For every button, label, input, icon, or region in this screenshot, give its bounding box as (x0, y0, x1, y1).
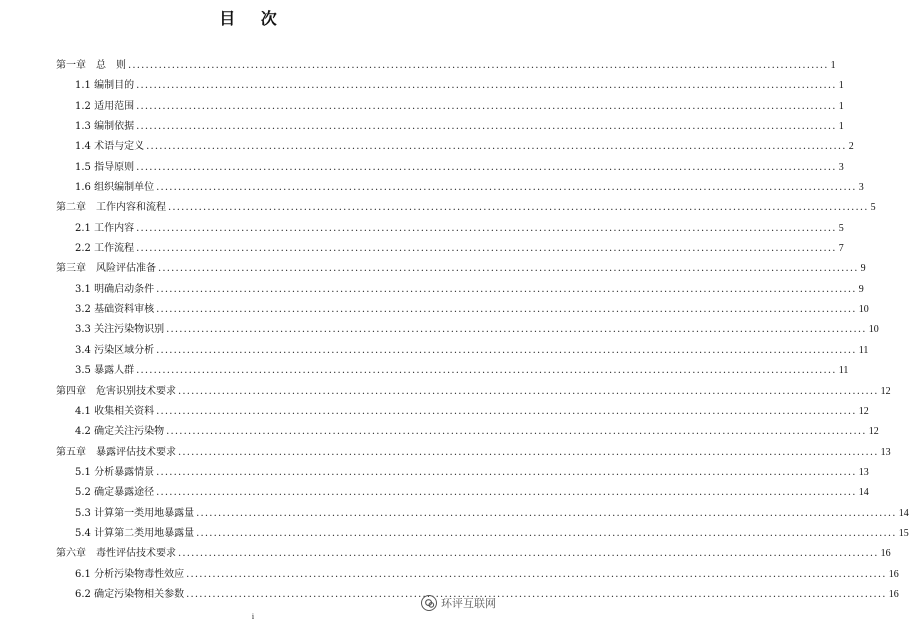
toc-section-entry[interactable] (56, 158, 844, 178)
toc-entry-page: 7 (838, 243, 844, 255)
toc-entry-page: 5 (838, 222, 844, 234)
toc-entry-label: 3.5 暴露人群 (75, 365, 135, 377)
toc-entry-page: 3 (838, 161, 844, 173)
toc-dot-leader: ................................................................................................................................................................ (136, 100, 837, 112)
toc-section-entry[interactable] (56, 524, 909, 544)
toc-entry-label: 4.2 确定关注污染物 (75, 426, 165, 438)
toc-dot-leader: ................................................................................................................................................................ (136, 80, 837, 92)
toc-dot-leader: ................................................................................................................................................................ (136, 161, 837, 173)
toc-entry-label: 第二章 工作内容和流程 (56, 202, 166, 214)
toc-chapter-entry[interactable] (56, 382, 891, 402)
toc-entry-label: 第六章 毒性评估技术要求 (56, 548, 176, 560)
toc-section-entry[interactable] (56, 504, 909, 524)
toc-entry-page: 10 (858, 304, 869, 316)
toc-entry-label: 1.2 适用范围 (75, 100, 135, 112)
toc-section-entry[interactable] (56, 320, 879, 340)
toc-entry-page: 9 (860, 263, 866, 275)
toc-dot-leader: ................................................................................................................................................................ (156, 466, 857, 478)
toc-entry-page: 5 (870, 202, 876, 214)
toc-entry-page: 12 (868, 426, 879, 438)
toc-entry-page: 9 (858, 283, 864, 295)
toc-entry-label: 1.1 编制目的 (75, 80, 135, 92)
toc-entry-label: 1.3 编制依据 (75, 121, 135, 133)
toc-section-entry[interactable] (56, 565, 899, 585)
toc-section-entry[interactable] (56, 137, 854, 157)
toc-entry-page: 10 (868, 324, 879, 336)
toc-entry-label: 2.1 工作内容 (75, 222, 135, 234)
toc-section-entry[interactable] (56, 483, 869, 503)
toc-entry-page: 1 (830, 60, 836, 71)
toc-dot-leader: ................................................................................................................................................................ (156, 304, 857, 316)
toc-dot-leader: ................................................................................................................................................................ (168, 202, 869, 214)
toc-dot-leader: ................................................................................................................................................................ (136, 121, 837, 133)
toc-entry-page: 11 (858, 344, 869, 356)
toc-dot-leader: ................................................................................................................................................................ (178, 548, 879, 560)
toc-entry-label: 3.1 明确启动条件 (75, 283, 155, 295)
toc-dot-leader: ................................................................................................................................................................ (156, 344, 857, 356)
toc-entry-page: 12 (858, 405, 869, 417)
toc-section-entry[interactable] (56, 239, 844, 259)
toc-section-entry[interactable] (56, 402, 869, 422)
toc-entry-label: 2.2 工作流程 (75, 243, 135, 255)
toc-entry-page: 1 (838, 80, 844, 92)
toc-dot-leader: ................................................................................................................................................................ (166, 426, 867, 438)
toc-section-entry[interactable] (56, 76, 844, 96)
toc-section-entry[interactable] (56, 280, 864, 300)
toc-entry-label: 5.3 计算第一类用地暴露量 (75, 507, 195, 519)
page-number-footer: i (251, 612, 255, 621)
toc-section-entry[interactable] (56, 422, 879, 442)
toc-section-entry[interactable] (56, 341, 869, 361)
toc-entry-page: 16 (888, 588, 899, 600)
toc-entry-page: 14 (898, 507, 909, 519)
toc-chapter-entry[interactable] (56, 259, 866, 279)
toc-dot-leader: ................................................................................................................................................................ (156, 182, 857, 194)
toc-entry-label: 5.4 计算第二类用地暴露量 (75, 527, 195, 539)
watermark (421, 595, 496, 611)
toc-entry-label: 6.2 确定污染物相关参数 (75, 588, 185, 600)
toc-entry-label: 第五章 暴露评估技术要求 (56, 446, 176, 458)
toc-dot-leader: ................................................................................................................................................................ (196, 507, 897, 519)
toc-entry-page: 16 (888, 568, 899, 580)
toc-entry-page: 13 (880, 446, 891, 458)
toc-entry-label: 第一章 总 则 (56, 60, 126, 71)
toc-dot-leader: ................................................................................................................................................................ (156, 283, 857, 295)
toc-entry-page: 13 (858, 466, 869, 478)
toc-chapter-entry[interactable] (56, 198, 876, 218)
toc-section-entry[interactable] (56, 361, 849, 381)
toc-dot-leader: ................................................................................................................................................................ (146, 141, 847, 153)
toc-dot-leader: ................................................................................................................................................................ (136, 222, 837, 234)
toc-dot-leader: ................................................................................................................................................................ (186, 588, 887, 600)
toc-section-entry[interactable] (56, 117, 844, 137)
toc-entry-page: 14 (858, 487, 869, 499)
toc-section-entry[interactable] (56, 219, 844, 239)
toc-dot-leader: ................................................................................................................................................................ (178, 385, 879, 397)
toc-entry-label: 第三章 风险评估准备 (56, 263, 156, 275)
toc-chapter-entry[interactable] (56, 56, 836, 76)
toc-entry-page: 2 (848, 141, 854, 153)
toc-entry-page: 11 (838, 365, 849, 377)
toc-chapter-entry[interactable] (56, 443, 891, 463)
page-title: 目 次 (219, 9, 287, 28)
toc-section-entry[interactable] (56, 178, 864, 198)
toc-entry-label: 5.1 分析暴露情景 (75, 466, 155, 478)
toc-entry-page: 1 (838, 121, 844, 133)
toc-entry-label: 5.2 确定暴露途径 (75, 487, 155, 499)
toc-entry-label: 第四章 危害识别技术要求 (56, 385, 176, 397)
toc-entry-label: 1.5 指导原则 (75, 161, 135, 173)
toc-dot-leader: ................................................................................................................................................................ (156, 487, 857, 499)
toc-dot-leader: ................................................................................................................................................................ (136, 243, 837, 255)
toc-entry-label: 3.2 基础资料审核 (75, 304, 155, 316)
toc-entry-label: 3.3 关注污染物识别 (75, 324, 165, 336)
toc-entry-label: 1.4 术语与定义 (75, 141, 145, 153)
toc-entry-label: 3.4 污染区域分析 (75, 344, 155, 356)
toc-entry-page: 1 (838, 100, 844, 112)
toc-dot-leader: ................................................................................................................................................................ (178, 446, 879, 458)
wechat-logo-icon (421, 595, 437, 611)
toc-entry-label: 4.1 收集相关资料 (75, 405, 155, 417)
toc-section-entry[interactable] (56, 300, 869, 320)
toc-dot-leader: ................................................................................................................................................................ (196, 527, 897, 539)
toc-dot-leader: ................................................................................................................................................................ (136, 365, 837, 377)
watermark-text: 环评互联网 (441, 597, 496, 610)
toc-section-entry[interactable] (56, 97, 844, 117)
toc-dot-leader: ................................................................................................................................................................ (128, 60, 829, 71)
toc-dot-leader: ................................................................................................................................................................ (158, 263, 859, 275)
toc-dot-leader: ................................................................................................................................................................ (186, 568, 887, 580)
toc-entry-label: 6.1 分析污染物毒性效应 (75, 568, 185, 580)
toc-section-entry[interactable] (56, 463, 869, 483)
toc-dot-leader: ................................................................................................................................................................ (156, 405, 857, 417)
toc-entry-page: 3 (858, 182, 864, 194)
toc-entry-page: 15 (898, 527, 909, 539)
toc-entry-label: 1.6 组织编制单位 (75, 182, 155, 194)
toc-entry-page: 12 (880, 385, 891, 397)
toc-chapter-entry[interactable] (56, 544, 891, 564)
toc-dot-leader: ................................................................................................................................................................ (166, 324, 867, 336)
toc-entry-page: 16 (880, 548, 891, 560)
